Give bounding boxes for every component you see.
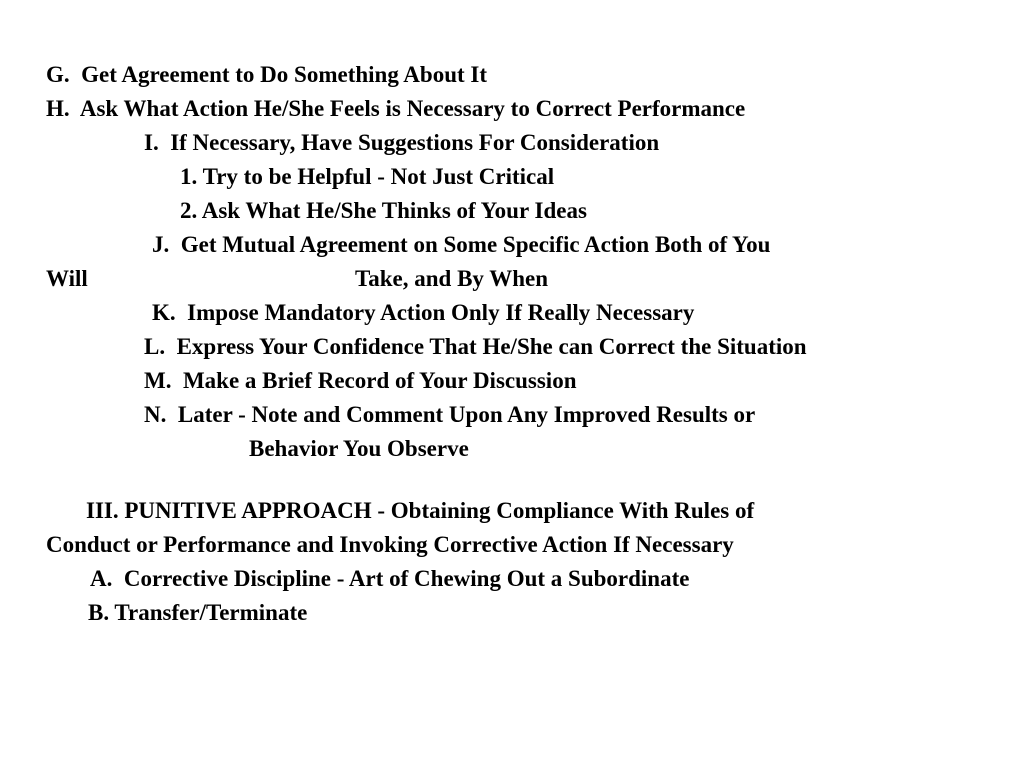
item-g: G. Get Agreement to Do Something About It	[46, 62, 488, 87]
item-m: M. Make a Brief Record of Your Discussion	[144, 368, 577, 393]
item-j-continuation: Take, and By When	[355, 266, 549, 291]
section-iii-heading-continuation: Conduct or Performance and Invoking Corrective Action If Necessary	[46, 532, 734, 557]
item-n: N. Later - Note and Comment Upon Any Improved Results or	[144, 402, 756, 427]
item-a: A. Corrective Discipline - Art of Chewing Out a Subordinate	[90, 566, 690, 591]
item-i-2: 2. Ask What He/She Thinks of Your Ideas	[180, 198, 587, 223]
item-i-1: 1. Try to be Helpful - Not Just Critical	[180, 164, 555, 189]
section-iii-heading: III. PUNITIVE APPROACH - Obtaining Compliance With Rules of	[86, 498, 755, 523]
item-h: H. Ask What Action He/She Feels is Necessary to Correct Performance	[46, 96, 746, 121]
item-j: J. Get Mutual Agreement on Some Specific Action Both of You	[152, 232, 771, 257]
item-k: K. Impose Mandatory Action Only If Really Necessary	[152, 300, 695, 325]
item-j-will: Will	[46, 266, 88, 291]
item-i: I. If Necessary, Have Suggestions For Consideration	[144, 130, 660, 155]
item-n-continuation: Behavior You Observe	[249, 436, 469, 461]
item-b: B. Transfer/Terminate	[88, 600, 308, 625]
item-l: L. Express Your Confidence That He/She can Correct the Situation	[144, 334, 807, 359]
